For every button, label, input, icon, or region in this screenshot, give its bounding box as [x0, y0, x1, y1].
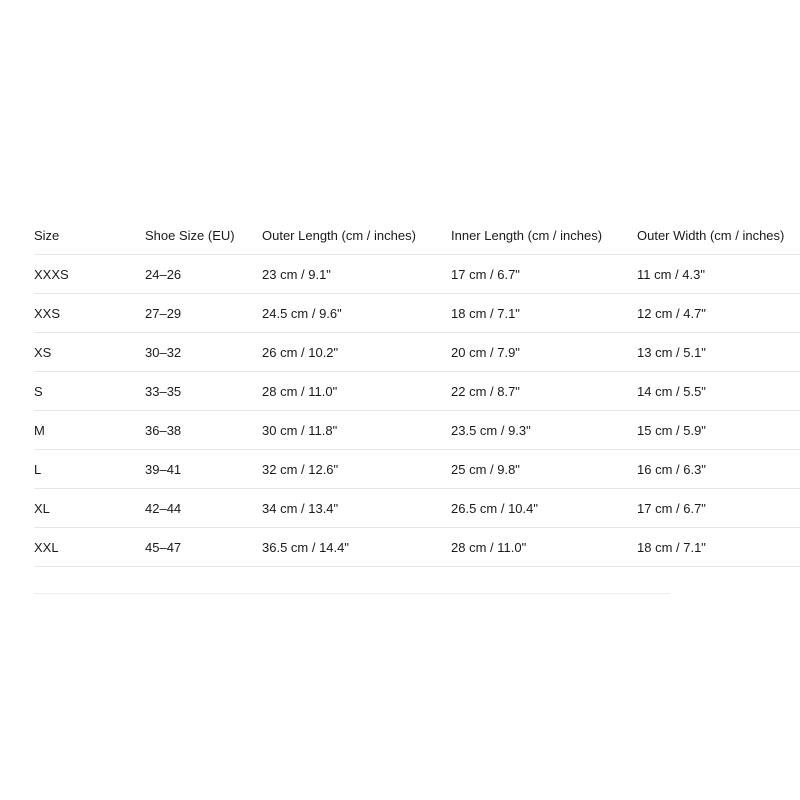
table-header-row	[34, 216, 800, 255]
cell-outer-length: 24.5 cm / 9.6"	[262, 294, 451, 333]
cell-shoe-size: 42–44	[145, 489, 262, 528]
cell-outer-width: 12 cm / 4.7"	[637, 294, 800, 333]
cell-size: S	[34, 372, 145, 411]
cell-shoe-size: 36–38	[145, 411, 262, 450]
table-row	[34, 294, 800, 333]
cell-size: XL	[34, 489, 145, 528]
table-row	[34, 255, 800, 294]
cell-inner-length: 23.5 cm / 9.3"	[451, 411, 637, 450]
cell-inner-length: 20 cm / 7.9"	[451, 333, 637, 372]
footer-divider	[34, 593, 670, 594]
header-outer-length: Outer Length (cm / inches)	[262, 216, 451, 255]
cell-size: XXS	[34, 294, 145, 333]
header-size: Size	[34, 216, 145, 255]
cell-size: XXXS	[34, 255, 145, 294]
cell-shoe-size: 24–26	[145, 255, 262, 294]
cell-shoe-size: 33–35	[145, 372, 262, 411]
table-row	[34, 411, 800, 450]
header-inner-length: Inner Length (cm / inches)	[451, 216, 637, 255]
cell-inner-length: 28 cm / 11.0"	[451, 528, 637, 567]
cell-outer-length: 32 cm / 12.6"	[262, 450, 451, 489]
table-row	[34, 333, 800, 372]
cell-inner-length: 17 cm / 6.7"	[451, 255, 637, 294]
cell-outer-length: 36.5 cm / 14.4"	[262, 528, 451, 567]
cell-outer-width: 16 cm / 6.3"	[637, 450, 800, 489]
table-row	[34, 528, 800, 567]
cell-inner-length: 22 cm / 8.7"	[451, 372, 637, 411]
cell-shoe-size: 30–32	[145, 333, 262, 372]
size-chart-table	[34, 216, 800, 567]
cell-outer-length: 34 cm / 13.4"	[262, 489, 451, 528]
table-row	[34, 489, 800, 528]
table-row	[34, 450, 800, 489]
header-outer-width: Outer Width (cm / inches)	[637, 216, 800, 255]
cell-shoe-size: 45–47	[145, 528, 262, 567]
table-row	[34, 372, 800, 411]
cell-size: XS	[34, 333, 145, 372]
cell-inner-length: 25 cm / 9.8"	[451, 450, 637, 489]
header-shoe-size: Shoe Size (EU)	[145, 216, 262, 255]
cell-outer-width: 11 cm / 4.3"	[637, 255, 800, 294]
cell-size: M	[34, 411, 145, 450]
cell-outer-length: 30 cm / 11.8"	[262, 411, 451, 450]
cell-shoe-size: 27–29	[145, 294, 262, 333]
cell-inner-length: 18 cm / 7.1"	[451, 294, 637, 333]
cell-outer-width: 17 cm / 6.7"	[637, 489, 800, 528]
cell-outer-length: 26 cm / 10.2"	[262, 333, 451, 372]
cell-shoe-size: 39–41	[145, 450, 262, 489]
cell-outer-width: 18 cm / 7.1"	[637, 528, 800, 567]
cell-size: XXL	[34, 528, 145, 567]
cell-outer-width: 15 cm / 5.9"	[637, 411, 800, 450]
cell-outer-length: 28 cm / 11.0"	[262, 372, 451, 411]
cell-outer-width: 14 cm / 5.5"	[637, 372, 800, 411]
cell-size: L	[34, 450, 145, 489]
cell-outer-length: 23 cm / 9.1"	[262, 255, 451, 294]
cell-inner-length: 26.5 cm / 10.4"	[451, 489, 637, 528]
cell-outer-width: 13 cm / 5.1"	[637, 333, 800, 372]
